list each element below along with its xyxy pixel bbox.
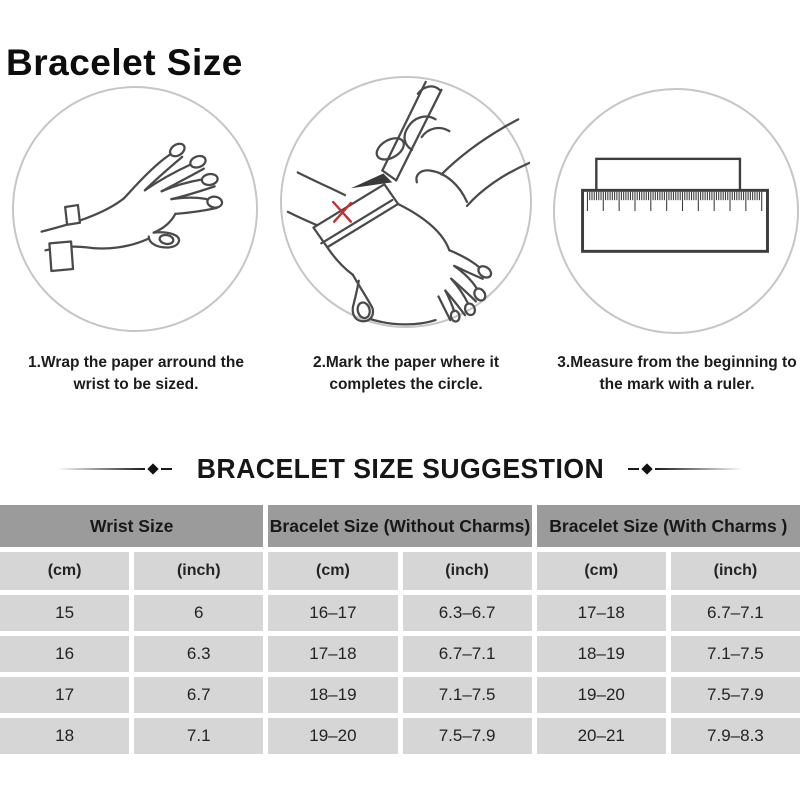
table-cell-r1-c5: 7.1–7.5 bbox=[671, 636, 800, 672]
ruler-measuring-paper-icon bbox=[555, 90, 797, 332]
table-unit-header: (inch) bbox=[403, 552, 532, 590]
table-cell-r2-c5: 7.5–7.9 bbox=[671, 677, 800, 713]
right-divider-ornament bbox=[628, 465, 743, 473]
pen-marking-wrist-icon bbox=[282, 78, 530, 326]
table-cell-r2-c2: 18–19 bbox=[268, 677, 397, 713]
page-title: Bracelet Size bbox=[6, 42, 243, 83]
size-suggestion-table bbox=[0, 505, 800, 754]
table-cell-r2-c1: 6.7 bbox=[134, 677, 263, 713]
table-cell-r1-c2: 17–18 bbox=[268, 636, 397, 672]
step3-caption-line1: 3.Measure from the beginning to bbox=[557, 354, 797, 371]
table-unit-header: (cm) bbox=[0, 552, 129, 590]
table-unit-header: (cm) bbox=[268, 552, 397, 590]
table-cell-r3-c1: 7.1 bbox=[134, 718, 263, 754]
step1-caption-line2: wrist to be sized. bbox=[73, 376, 199, 394]
table-cell-r0-c1: 6 bbox=[134, 595, 263, 631]
table-cell-r2-c3: 7.1–7.5 bbox=[403, 677, 532, 713]
step1-caption bbox=[5, 352, 267, 397]
table-cell-r0-c4: 17–18 bbox=[537, 595, 666, 631]
table-cell-r3-c5: 7.9–8.3 bbox=[671, 718, 800, 754]
table-cell-r2-c4: 19–20 bbox=[537, 677, 666, 713]
step2-caption-line1: 2.Mark the paper where it bbox=[312, 354, 500, 371]
table-unit-header: (inch) bbox=[671, 552, 800, 590]
table-cell-r2-c0: 17 bbox=[0, 677, 129, 713]
left-divider-ornament bbox=[57, 465, 172, 473]
table-group-header: Bracelet Size (With Charms ) bbox=[537, 505, 800, 547]
step1-caption-line1: 1.Wrap the paper arround the bbox=[28, 354, 244, 371]
step2-caption-line2: completes the circle. bbox=[329, 376, 483, 394]
table-unit-header: (inch) bbox=[134, 552, 263, 590]
diamond-icon bbox=[642, 463, 653, 474]
hand-with-paper-strip-icon bbox=[14, 88, 256, 330]
table-cell-r3-c4: 20–21 bbox=[537, 718, 666, 754]
step3-caption-line2: the mark with a ruler. bbox=[599, 376, 755, 394]
step2-circle bbox=[280, 76, 532, 328]
table-cell-r1-c0: 16 bbox=[0, 636, 129, 672]
table-cell-r3-c2: 19–20 bbox=[268, 718, 397, 754]
diamond-icon bbox=[147, 463, 158, 474]
table-cell-r1-c4: 18–19 bbox=[537, 636, 666, 672]
step1-circle bbox=[12, 86, 258, 332]
table-cell-r3-c0: 18 bbox=[0, 718, 129, 754]
table-cell-r1-c3: 6.7–7.1 bbox=[403, 636, 532, 672]
table-cell-r0-c0: 15 bbox=[0, 595, 129, 631]
step3-circle bbox=[553, 88, 799, 334]
table-cell-r0-c3: 6.3–6.7 bbox=[403, 595, 532, 631]
table-cell-r0-c5: 6.7–7.1 bbox=[671, 595, 800, 631]
step2-caption bbox=[275, 352, 537, 397]
table-cell-r3-c3: 7.5–7.9 bbox=[403, 718, 532, 754]
table-cell-r0-c2: 16–17 bbox=[268, 595, 397, 631]
suggestion-heading-text: BRACELET SIZE SUGGESTION bbox=[196, 453, 604, 484]
table-unit-header: (cm) bbox=[537, 552, 666, 590]
suggestion-heading bbox=[0, 450, 800, 488]
table-group-header: Wrist Size bbox=[0, 505, 263, 547]
step3-caption bbox=[541, 352, 800, 397]
table-group-header: Bracelet Size (Without Charms) bbox=[268, 505, 531, 547]
table-cell-r1-c1: 6.3 bbox=[134, 636, 263, 672]
